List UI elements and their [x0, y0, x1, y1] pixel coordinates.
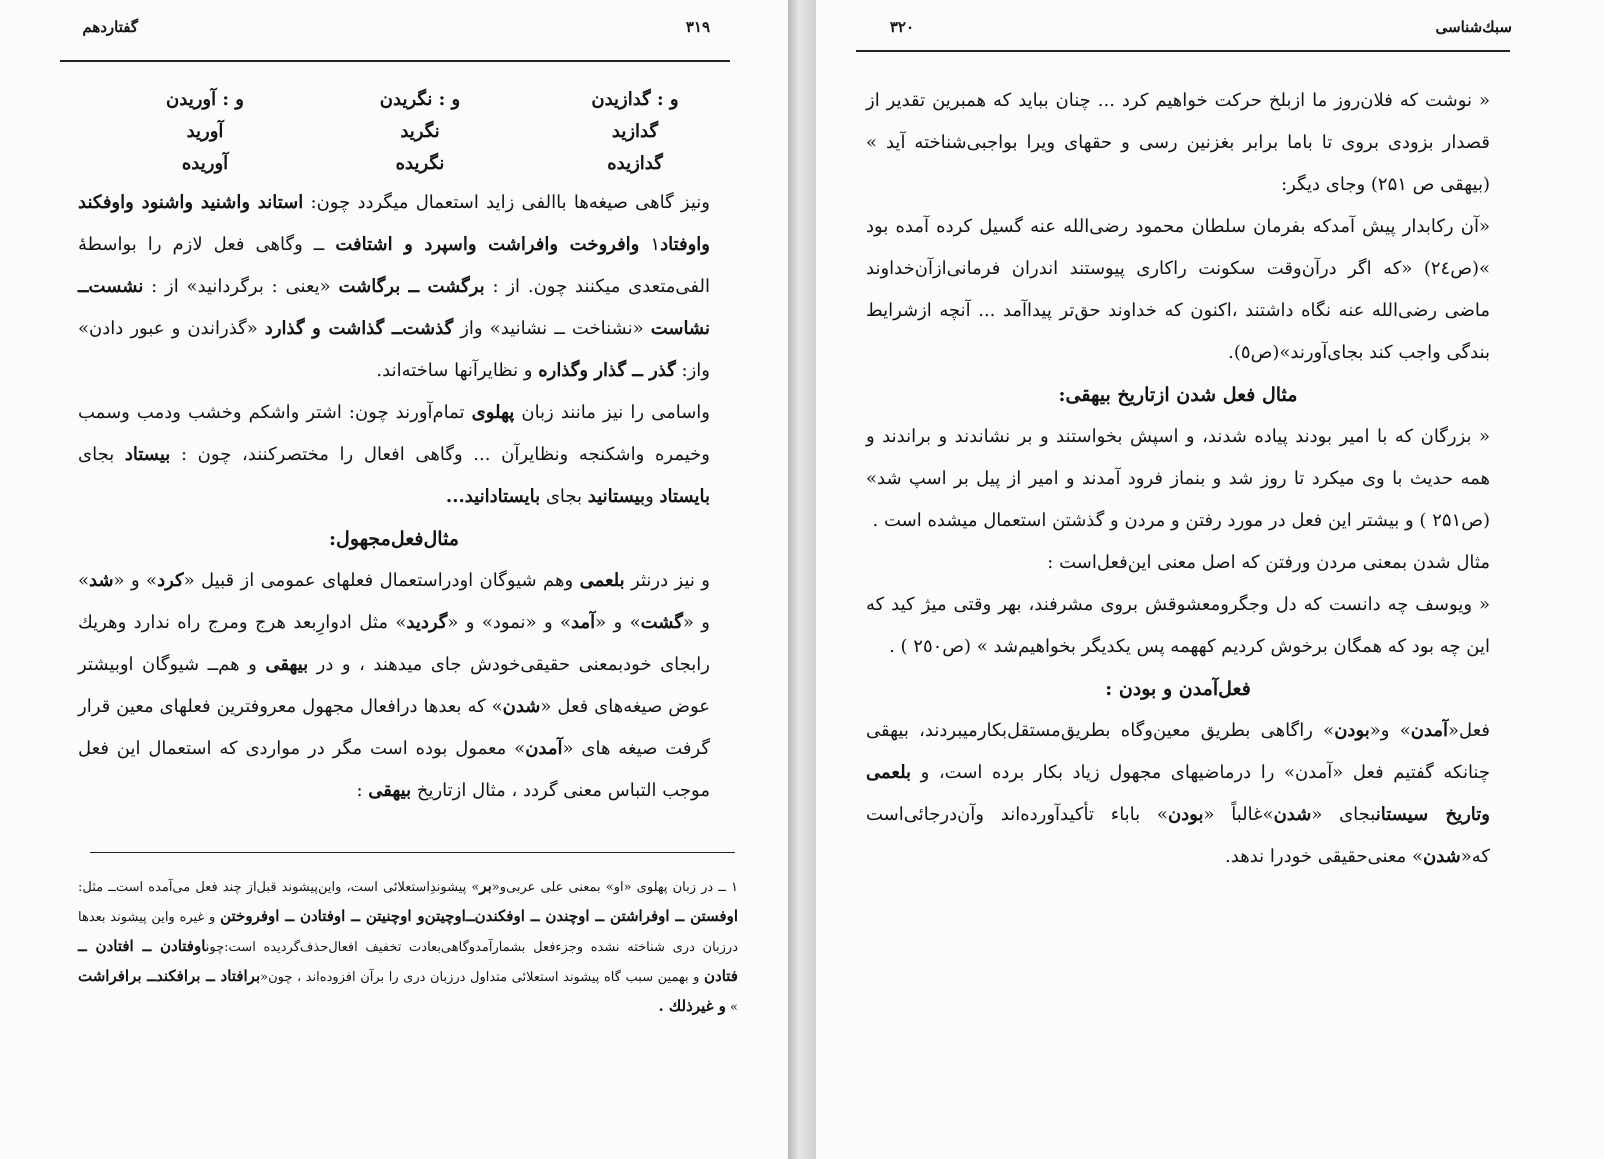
text-run: ونیز گاهی صیغه‌ها باالفی زاید استعمال میگردد چون:: [303, 192, 710, 213]
bold-term: گذر ــ گذار وگذاره: [538, 360, 676, 381]
verb-column: [110, 84, 300, 180]
bold-term: بودن: [1334, 720, 1370, 741]
bold-term: اوفستن ــ اوفراشتن ــ اوچندن ــ اوفکندن‌ــ‌اوچیتن‌و اوچنیتن ــ اوفتادن ــ اوفروختن: [220, 907, 738, 925]
paragraph: « نوشت که فلان‌روز ما ازبلخ حرکت خواهیم کرد ... چنان بباید که همبرین تقدیر از قصدار بزودی بروی تا باما برابر بغزنین رسی و حقهای ویرا بواجبی‌شناخته آید » (بیهقی ص ۲۵۱) وجای دیگر:: [866, 90, 1490, 195]
verb-entry: آورید: [186, 121, 224, 142]
text-run: » مثل ادوارِبعد هرج ومرج راه ندارد وهریك رابجای خودبمعنی حقیقی‌خودش جای میدهند ، و در: [78, 612, 710, 675]
paragraph: «آن رکابدار پیش آمدکه بفرمان سلطان محمود رضی‌الله عنه گسیل کرده آمده بود »(ص۲٤) «که اگر درآن‌وقت سکونت راکاری پیوستند اندران فرمانی‌ازآن‌خداوند ماضی رضی‌الله عنه نگاه داشتند ،اکنون که خداوند حق‌تر پیداآمد ... آنچه ازشرایط بندگی واجب کند بجای‌آورند»(ص٥).: [866, 216, 1490, 363]
section-heading: فعل‌آمدن و بودن :: [1105, 678, 1251, 700]
text-run: فعل«: [1448, 720, 1490, 741]
text-run: » که بعدها درافعال مجهول معروفترین فعلهای معین قرار گرفت صیغه های «: [78, 696, 710, 759]
bold-term: بلعمی وتاریخ سیستان: [866, 762, 1490, 825]
text-run: »: [725, 1000, 738, 1015]
text-run: » و «نمود» و «: [447, 612, 572, 633]
bold-term: آمد: [571, 612, 596, 633]
text-run: «یعنی : برگردانید» از :: [143, 276, 339, 297]
paragraph: مثال شدن بمعنی مردن ورفتن که اصل معنی این‌فعل‌است :: [1047, 552, 1490, 573]
text-run: » راگاهی بطریق معین‌وگاه بطریق‌مستقل‌بکارمیبردند، بیهقی چنانکه گفتیم فعل «آمدن» را درماضیهای مجهول زیاد بکار برده است، و: [866, 720, 1490, 783]
section-heading: مثال فعل شدن ازتاریخ بیهقی:: [1058, 384, 1298, 406]
text-run: تمام‌آورند چون: اشتر واشکم وخشب ودمب وسمب وخیمره واشکنجه ونظایرآن ... وگاهی افعال را مختصرکنند، چون :: [78, 402, 710, 465]
bold-term: بر: [479, 877, 492, 895]
bold-term: برافتاد ــ برافکند‌ــ برافراشت: [78, 967, 261, 985]
header-title: گفتاردهم: [82, 18, 138, 36]
footnote: [78, 872, 738, 1022]
bold-term: استاند واشنید واشنود واوفکند واوفتاد: [78, 192, 710, 255]
footnote-marker: ۱: [639, 234, 661, 255]
bold-term: بیستاد: [124, 444, 171, 465]
left-page: [0, 0, 788, 1159]
verb-entry: و : آوریدن: [166, 89, 244, 110]
bold-term: آمدن: [525, 738, 563, 759]
page-number: ۳۲۰: [889, 18, 914, 36]
text-run: :: [356, 780, 369, 801]
verb-entry: و : گدازیدن: [591, 89, 679, 110]
section-heading: مثال‌فعل‌مجهول:: [329, 528, 459, 550]
verb-entry: گدازیده: [607, 153, 663, 174]
verb-entry: آوریده: [181, 153, 229, 174]
bold-term: بیهقی: [265, 654, 309, 675]
text-run: بجای «: [1311, 804, 1376, 825]
text-run: بجای: [78, 444, 125, 465]
text-run: » و «: [595, 612, 641, 633]
verb-entry: گدازید: [611, 121, 659, 142]
text-run: و نیز درنثر: [624, 570, 710, 591]
bold-term: بیستانید: [587, 486, 646, 507]
bold-term: کرد: [157, 570, 184, 591]
footnote-rule: [90, 852, 735, 853]
text-run: » باباء تأکیدآورده‌اند وآن‌درجائی‌است که«: [866, 804, 1490, 867]
text-run: وهم شیوگان اودراستعمال فعلهای عمومی از قبیل «: [183, 570, 580, 591]
bold-term: گذشت‌ــ گذاشت و گذارد: [264, 318, 454, 339]
text-run: «گذراندن و عبور دادن» واز:: [78, 318, 710, 381]
bold-term: وافروخت وافراشت واسپرد و اشتافت: [335, 234, 640, 255]
text-run: »غالباً «: [1203, 804, 1274, 825]
bold-term: نشست‌ــ نشاست: [78, 276, 710, 339]
bold-term: شدن: [502, 696, 541, 717]
verb-entry: نگرید: [400, 121, 440, 142]
bold-term: بلعمی: [579, 570, 625, 591]
footnote-text: [78, 872, 738, 1022]
paragraph: [78, 182, 710, 392]
text-run: » معنی‌حقیقی خودرا ندهد.: [1225, 846, 1424, 867]
paragraph: [866, 710, 1490, 878]
text-run: بجای: [540, 486, 588, 507]
header-rule: [60, 60, 730, 62]
verb-table: [110, 84, 730, 180]
paragraph: « بزرگان که با امیر بودند پیاده شدند، و اسپش بخواستند و بر نشاندند و براندند و همه حدیث با وی میکرد تا روز شد و بنماز فرود آمدند و امیر از پیل بر اسپ شد» (ص۲۵۱ ) و بیشتر این فعل در مورد رفتن و مردن و گذشتن استعمال میشده است .: [866, 426, 1490, 531]
paragraph: « ویوسف چه دانست که دل وجگرومعشوقش بروی مشرفند، بهر وقتی میژ کید که این چه بود که همگان برخوش کردیم کههمه پس یکدیگر بخواهیم‌شد » (ص۲٥٠ ) .: [866, 594, 1490, 657]
header-rule: [856, 50, 1510, 52]
right-body: [866, 80, 1490, 878]
text-run: و: [645, 486, 660, 507]
text-run: و غیره واین پیشوند بعدها درزبان دری شناخته نشده وجزءفعل بشمارآمدوگاهی‌بعادت تخفیف افعال‌حذف‌گردیده است:چون: [78, 910, 739, 955]
bold-term: برگشت ــ برگاشت: [338, 276, 485, 297]
text-run: و نظایرآنها ساخته‌اند.: [376, 360, 539, 381]
page-number: ۳۱۹: [685, 18, 710, 36]
text-run: و بهمین سبب گاه پیشوند استعلائی متداول درزبان دری را برآن افزوده‌اند ، چون«: [260, 970, 705, 985]
bold-term: بیهقی: [368, 780, 412, 801]
paragraph: [78, 560, 710, 812]
bold-term: اوفتادن ــ افتادن ــ فتادن: [78, 937, 738, 985]
text-run: » و «: [78, 570, 710, 633]
book-gutter: [788, 0, 816, 1159]
text-run: واسامی را نیز مانند زبان: [514, 402, 710, 423]
paragraph: [78, 392, 710, 518]
bold-term: بایستاد: [659, 486, 710, 507]
bold-term: بودن: [1167, 804, 1204, 825]
right-page: [816, 0, 1604, 1159]
bold-term: پهلوی: [471, 402, 515, 423]
text-run: » معمول بوده است مگر در مواردی که استعمال این فعل موجب التباس معنی گردد ، مثال ازتاریخ: [78, 738, 710, 801]
bold-term: آمدن: [1410, 720, 1449, 741]
bold-term: بایستادانید...: [445, 486, 541, 507]
bold-term: و غیرذلك .: [658, 997, 726, 1015]
verb-column: [325, 84, 515, 180]
bold-term: شدن: [1423, 846, 1461, 867]
bold-term: شدن: [1273, 804, 1312, 825]
bold-term: شد: [89, 570, 114, 591]
verb-entry: نگریده: [395, 153, 445, 174]
text-run: «نشناخت ــ نشانید» واز: [453, 318, 651, 339]
verb-entry: و : نگریدن: [379, 89, 461, 110]
bold-term: گردید: [406, 612, 448, 633]
text-run: » و«: [1369, 720, 1411, 741]
text-run: » پیشوندِاستعلائی است، واین‌پیشوند قبل‌از چند فعل می‌آمده است‌ــ مثل:: [78, 880, 480, 895]
text-run: ۱ ــ در زبان پهلوی «او» بمعنی علی عربی‌و«: [491, 880, 738, 895]
left-body: [78, 182, 710, 812]
text-run: و هم‌ــ شیوگان اوبیشتر عوض صیغه‌های فعل «: [78, 654, 710, 717]
text-run: » و «: [113, 570, 158, 591]
bold-term: گشت: [640, 612, 683, 633]
header-title: سبك‌شناسی: [1435, 18, 1512, 36]
text-run: ــ وگاهی فعل لازم را بواسطهٔ الفی‌متعدی میکنند چون. از :: [78, 234, 711, 297]
verb-column: [540, 84, 730, 180]
